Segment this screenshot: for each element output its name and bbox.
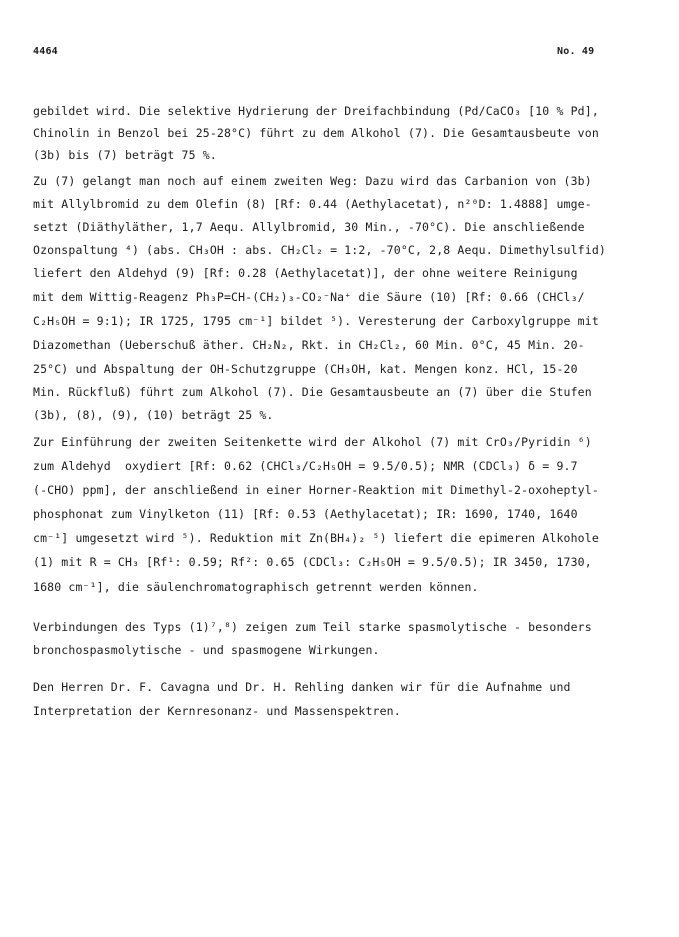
text-line: Chinolin in Benzol bei 25-28°C) führt zu dem Alkohol (7). Die Gesamtausbeute von — [33, 126, 599, 140]
text-line: Interpretation der Kernresonanz- und Massenspektren. — [33, 704, 401, 718]
text-line: (1) mit R = CH₃ [Rf¹: 0.59; Rf²: 0.65 (CDCl₃: C₂H₅OH = 9.5/0.5); IR 3450, 1730, — [33, 555, 592, 569]
text-line: bronchospasmolytische - und spasmogene Wirkungen. — [33, 643, 380, 657]
text-line: 1680 cm⁻¹], die säulenchromatographisch getrennt werden können. — [33, 580, 479, 594]
text-line: gebildet wird. Die selektive Hydrierung der Dreifachbindung (Pd/CaCO₃ [10 % Pd], — [33, 104, 599, 118]
text-line: zum Aldehyd oxydiert [Rf: 0.62 (CHCl₃/C₂H₅OH = 9.5/0.5); NMR (CDCl₃) δ = 9.7 — [33, 459, 578, 473]
text-line: cm⁻¹] umgesetzt wird ⁵). Reduktion mit Zn(BH₄)₂ ⁵) liefert die epimeren Alkohole — [33, 531, 599, 545]
text-line: Zur Einführung der zweiten Seitenkette wird der Alkohol (7) mit CrO₃/Pyridin ⁶) — [33, 435, 592, 449]
text-line: mit dem Wittig-Reagenz Ph₃P=CH-(CH₂)₃-CO₂⁻Na⁺ die Säure (10) [Rf: 0.66 (CHCl₃/ — [33, 290, 585, 304]
issue-number: No. 49 — [557, 46, 595, 57]
text-line: Zu (7) gelangt man noch auf einem zweiten Weg: Dazu wird das Carbanion von (3b) — [33, 174, 592, 188]
text-line: Min. Rückfluß) führt zum Alkohol (7). Die Gesamtausbeute an (7) über die Stufen — [33, 385, 592, 399]
text-line: (3b) bis (7) beträgt 75 %. — [33, 148, 217, 162]
text-line: 25°C) und Abspaltung der OH-Schutzgruppe (CH₃OH, kat. Mengen konz. HCl, 15-20 — [33, 362, 578, 376]
text-line: phosphonat zum Vinylketon (11) [Rf: 0.53 (Aethylacetat); IR: 1690, 1740, 1640 — [33, 507, 578, 521]
text-line: Ozonspaltung ⁴) (abs. CH₃OH : abs. CH₂Cl₂ = 1:2, -70°C, 2,8 Aequ. Dimethylsulfid) — [33, 243, 606, 257]
text-line: liefert den Aldehyd (9) [Rf: 0.28 (Aethylacetat)], der ohne weitere Reinigung — [33, 266, 578, 280]
text-line: (-CHO) ppm], der anschließend in einer Horner-Reaktion mit Dimethyl-2-oxoheptyl- — [33, 483, 599, 497]
page-number: 4464 — [33, 46, 58, 57]
text-line: setzt (Diäthyläther, 1,7 Aequ. Allylbromid, 30 Min., -70°C). Die anschließende — [33, 220, 585, 234]
text-line: C₂H₅OH = 9:1); IR 1725, 1795 cm⁻¹] bildet ⁵). Veresterung der Carboxylgruppe mit — [33, 314, 599, 328]
text-line: Den Herren Dr. F. Cavagna und Dr. H. Rehling danken wir für die Aufnahme und — [33, 680, 571, 694]
text-line: mit Allylbromid zu dem Olefin (8) [Rf: 0.44 (Aethylacetat), n²⁰D: 1.4888] umge- — [33, 197, 592, 211]
text-line: Diazomethan (Ueberschuß äther. CH₂N₂, Rkt. in CH₂Cl₂, 60 Min. 0°C, 45 Min. 20- — [33, 338, 585, 352]
text-line: (3b), (8), (9), (10) beträgt 25 %. — [33, 408, 274, 422]
text-line: Verbindungen des Typs (1)⁷,⁸) zeigen zum Teil starke spasmolytische - besonders — [33, 620, 592, 634]
